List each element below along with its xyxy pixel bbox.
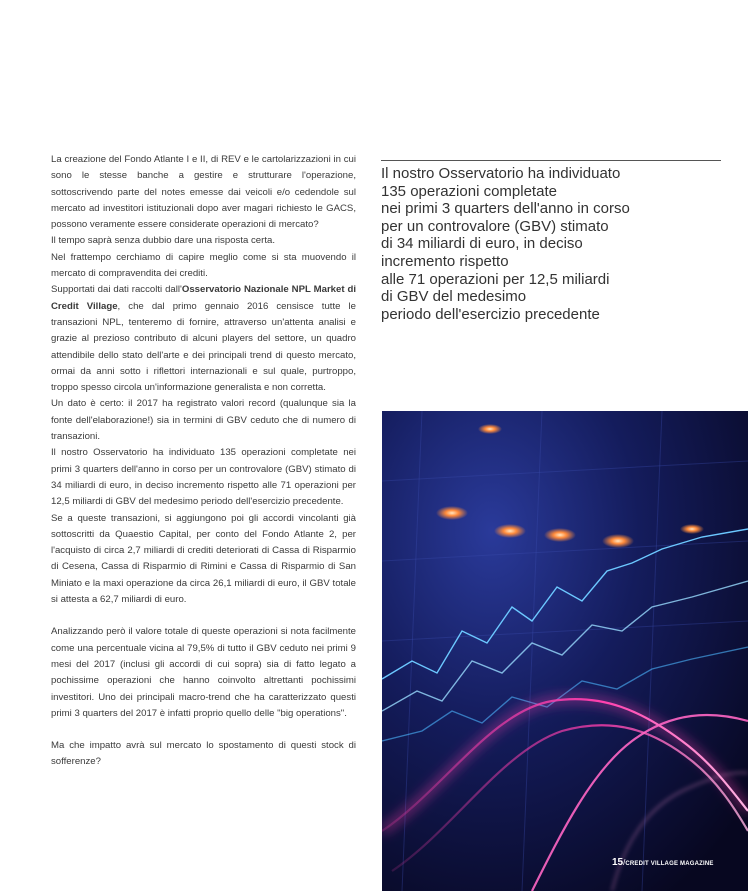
pull-quote xyxy=(381,160,721,323)
paragraph-1: La creazione del Fondo Atlante I e II, di REV e le cartolarizzazioni in cui sono le stesse banche a gestire e strutturare l'operazione, sottoscrivendo parte del notes emesse dai veicoli e/o cedendole sul mercato ad investitori istituzionali dopo aver magari richiesto le GACS, possono veramente essere considerate operazioni di mercato? xyxy=(51,154,356,231)
pull-quote-line: per un controvalore (GBV) stimato xyxy=(381,217,609,235)
pull-quote-line: di 34 miliardi di euro, in deciso xyxy=(381,235,583,253)
photo-background xyxy=(382,411,748,891)
pull-quote-line: periodo dell'esercizio precedente xyxy=(381,305,600,323)
pull-quote-line: nei primi 3 quarters dell'anno in corso xyxy=(381,200,630,218)
footer-separator: / xyxy=(623,858,626,867)
paragraph-4-pre: Supportati dai dati raccolti dall' xyxy=(51,284,182,296)
paragraph-4 xyxy=(51,282,356,396)
paragraph-gap xyxy=(51,722,356,738)
paragraph-3: Nel frattempo cerchiamo di capire meglio come si sta muovendo il mercato di compravendita dei crediti. xyxy=(51,251,356,280)
pull-quote-line: 135 operazioni completate xyxy=(381,182,557,200)
neon-graph-illustration xyxy=(382,411,748,891)
financial-chart-photo xyxy=(382,411,748,891)
magazine-name: CREDIT VILLAGE MAGAZINE xyxy=(625,861,714,867)
observatory-name: Osservatorio Nazionale NPL Market di Credit Village xyxy=(51,284,356,312)
page-number: 15 xyxy=(612,857,624,868)
paragraph-7: Se a queste transazioni, si aggiungono poi gli accordi vincolanti già sottoscritti da Quaestio Capital, per conto del Fondo Atlante 2, per l'acquisto di circa 2,7 miliardi di crediti deteriorati di Cassa di Risparmio di Cesena, Cassa di Risparmio di Rimini e Cassa di Risparmio di San Miniato e la maxi operazione da circa 26,1 miliardi di euro, il GBV totale si attesta a 62,7 miliardi di euro. xyxy=(51,512,356,606)
paragraph-2: Il tempo saprà senza dubbio dare una risposta certa. xyxy=(51,235,275,247)
pull-quote-line: di GBV del medesimo xyxy=(381,288,527,306)
page-footer xyxy=(612,857,714,868)
paragraph-5: Un dato è certo: il 2017 ha registrato valori record (qualunque sia la fonte dell'elaborazione!) sia in termini di GBV ceduto che di numero di transazioni. xyxy=(51,398,356,443)
paragraph-9: Ma che impatto avrà sul mercato lo spostamento di questi stock di sofferenze? xyxy=(51,740,356,768)
paragraph-8: Analizzando però il valore totale di queste operazioni si nota facilmente come una percentuale vicina al 79,5% di tutto il GBV ceduto nei primi 9 mesi del 2017 (inclusi gli accordi di cui sopra) sia di fatto legato a pochissime operazioni che hanno coinvolto altrettanti pochissimi investitori. Uno dei principali macro-trend che ha caratterizzato questi primi 3 quarters del 2017 è infatti proprio quello delle "big operations". xyxy=(51,626,356,719)
pull-quote-line: Il nostro Osservatorio ha individuato xyxy=(381,165,621,182)
pull-quote-line: alle 71 operazioni per 12,5 miliardi xyxy=(381,270,610,288)
paragraph-4-post: , che dal primo gennaio 2016 censisce tutte le transazioni NPL, tenteremo di fornire, attraverso un'attenta analisi e grazie al prezioso contributo di alcuni players del settore, un quadro attendibile dello stato dell'arte e dei principali trend di questo mercato, ormai da anni sotto i riflettori internazionali e sul quale, purtroppo, troppo spesso circola un'informazione generalista e non corretta. xyxy=(51,300,356,394)
article-body xyxy=(51,152,356,771)
paragraph-6: Il nostro Osservatorio ha individuato 135 operazioni completate nei primi 3 quarters dell'anno in corso per un controvalore (GBV) stimato di 34 miliardi di euro, in deciso incremento rispetto alle 71 operazioni per 12,5 miliardi di GBV del medesimo periodo dell'esercizio precedente. xyxy=(51,447,356,508)
pull-quote-line: incremento rispetto xyxy=(381,252,509,270)
paragraph-gap xyxy=(51,608,356,624)
